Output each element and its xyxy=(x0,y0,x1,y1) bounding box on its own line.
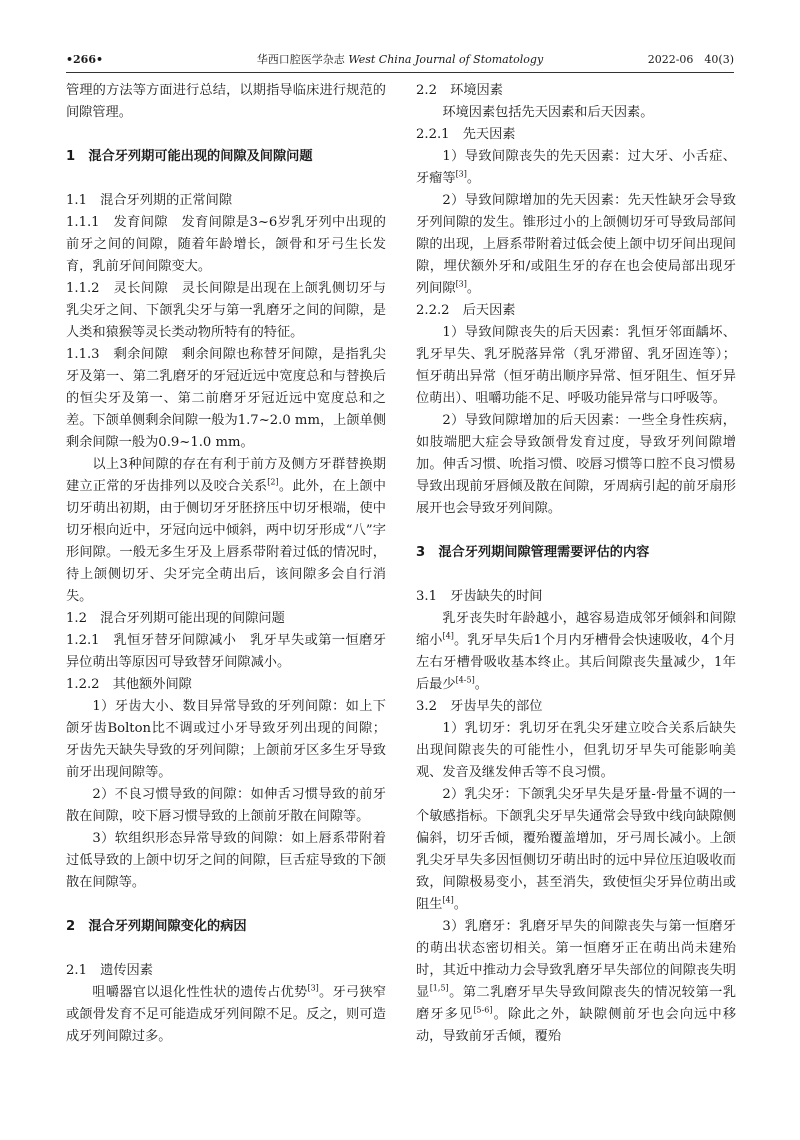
section-1-1-heading: 1.1 混合牙列期的正常间隙 xyxy=(66,193,233,208)
tooth-loss-time-paragraph: 乳牙丧失时年龄越小，越容易造成邻牙倾斜和间隙缩小[4]。乳牙早失后1个月内牙槽骨会快速吸收，4个月左右牙槽骨吸收基本终止。其后间隙丧失量减少，1年后最少[4-5]。 xyxy=(416,611,737,692)
list-item: 1）牙齿大小、数目异常导致的牙列间隙：如上下颌牙齿Bolton比不调或过小牙导致牙列出现的间隙；牙齿先天缺失导致的牙列间隙；上颌前牙区多生牙导致前牙出现间隙等。 xyxy=(66,699,386,780)
list-item: 1）乳切牙：乳切牙在乳尖牙建立咬合关系后缺失出现间隙丧失的可能性小，但乳切牙早失可能影响美观、发音及继发伸舌等不良习惯。 xyxy=(416,721,736,780)
list-item: 1）导致间隙丧失的先天因素：过大牙、小舌症、牙瘤等[3]。 xyxy=(416,149,736,186)
section-1-heading: 1 混合牙列期可能出现的间隙及间隙问题 xyxy=(66,149,313,164)
list-item: 2）不良习惯导致的间隙：如伸舌习惯导致的前牙散在间隙，咬下唇习惯导致的上颌前牙散在间隙等。 xyxy=(66,787,386,824)
section-3-heading: 3 混合牙列期间隙管理需要评估的内容 xyxy=(416,545,650,560)
section-1-2-2-heading: 1.2.2 其他额外间隙 xyxy=(66,677,192,692)
citation: [5-6] xyxy=(473,1005,493,1015)
three-gaps-paragraph: 以上3种间隙的存在有利于前方及侧方牙群替换期建立正常的牙齿排列以及咬合关系[2]。此外，在上颌中切牙萌出初期，由于侧切牙牙胚挤压中切牙根端，使中切牙根向近中，牙冠向远中倾斜，两中切牙形成“八”字形间隙。一般无多生牙及上唇系带附着过低的情况时，待上颌侧切牙、尖牙完全萌出后，该间隙多会自行消失。 xyxy=(66,457,386,604)
list-item: 3）乳磨牙：乳磨牙早失的间隙丧失与第一恒磨牙的萌出状态密切相关。第一恒磨牙正在萌出尚未建殆时，其近中推动力会导致乳磨牙早失部位的间隙丧失明显[1,5]。第二乳磨牙早失导致间隙丧失的情况较第一乳磨牙多见[5-6]。除此之外，缺隙侧前牙也会向远中移动，导致前牙舌倾，覆殆 xyxy=(416,919,737,1044)
section-2-2-1-heading: 2.2.1 先天因素 xyxy=(416,127,516,142)
section-2-1-heading: 2.1 遗传因素 xyxy=(66,963,153,978)
citation: [2] xyxy=(267,477,279,487)
left-column xyxy=(66,80,386,1048)
right-column xyxy=(416,80,736,1048)
environment-paragraph: 环境因素包括先天因素和后天因素。 xyxy=(442,105,654,120)
list-item: 2）乳尖牙：下颌乳尖牙早失是牙量-骨量不调的一个敏感指标。下颌乳尖牙早失通常会导致中线向缺隙侧偏斜，切牙舌倾，覆殆覆盖增加，牙弓周长减小。上颌乳尖牙早失多因恒侧切牙萌出时的远中异位压迫吸收而致，间隙极易变小，甚至消失，致使恒尖牙异位萌出或阻生[4]。 xyxy=(416,787,736,912)
list-item: 2）导致间隙增加的后天因素：一些全身性疾病，如肢端肥大症会导致颌骨发育过度，导致牙列间隙增加。伸舌习惯、吮指习惯、咬唇习惯等口腔不良习惯易导致出现前牙唇倾及散在间隙，牙周病引起的前牙扇形展开也会导致牙列间隙。 xyxy=(416,413,736,516)
citation: [3] xyxy=(455,279,467,289)
section-3-1-heading: 3.1 牙齿缺失的时间 xyxy=(416,589,543,604)
list-item: 1）导致间隙丧失的后天因素：乳恒牙邻面龋坏、乳牙早失、乳牙脱落异常（乳牙滞留、乳牙固连等）；恒牙萌出异常（恒牙萌出顺序异常、恒牙阻生、恒牙异位萌出）、咀嚼功能不足、呼吸功能异常与口呼吸等。 xyxy=(416,325,736,406)
section-2-heading: 2 混合牙列期间隙变化的病因 xyxy=(66,919,247,934)
section-2-2-2-heading: 2.2.2 后天因素 xyxy=(416,303,516,318)
section-1-1-3: 1.1.3 剩余间隙 剩余间隙也称替牙间隙，是指乳尖牙及第一、第二乳磨牙的牙冠近远中宽度总和与替换后的恒尖牙及第一、第二前磨牙牙冠近远中宽度总和之差。下颌单侧剩余间隙一般为1.7~2.0 mm，上颌单侧剩余间隙一般为0.9~1.0 mm。 xyxy=(66,347,386,450)
intro-paragraph: 管理的方法等方面进行总结，以期指导临床进行规范的间隙管理。 xyxy=(66,83,386,120)
section-2-2-heading: 2.2 环境因素 xyxy=(416,83,503,98)
list-item: 3）软组织形态异常导致的间隙：如上唇系带附着过低导致的上颌中切牙之间的间隙，巨舌症导致的下颌散在间隙等。 xyxy=(66,831,386,890)
citation: [1,5] xyxy=(429,983,449,993)
journal-name-en: West China Journal of Stomatology xyxy=(348,53,544,66)
section-1-2-1: 1.2.1 乳恒牙替牙间隙减小 乳牙早失或第一恒磨牙异位萌出等原因可导致替牙间隙减小。 xyxy=(66,633,386,670)
citation: [4] xyxy=(442,631,454,641)
running-header xyxy=(66,50,734,73)
citation: [3] xyxy=(455,169,467,179)
section-1-2-heading: 1.2 混合牙列期可能出现的间隙问题 xyxy=(66,611,285,626)
journal-name-cn: 华西口腔医学杂志 xyxy=(256,53,345,66)
section-1-1-1: 1.1.1 发育间隙 发育间隙是3~6岁乳牙列中出现的前牙之间的间隙，随着年龄增长，颌骨和牙弓生长发育，乳前牙间间隙变大。 xyxy=(66,215,386,274)
page-number: •266• xyxy=(66,53,104,66)
citation: [4-5] xyxy=(455,675,475,685)
issue-info: 2022-06 40(3) xyxy=(647,53,734,66)
journal-name xyxy=(66,50,734,70)
citation: [3] xyxy=(307,983,319,993)
genetic-paragraph: 咀嚼器官以退化性性状的遗传占优势[3]。牙弓狭窄或颌骨发育不足可能造成牙列间隙不足。反之，则可造成牙列间隙过多。 xyxy=(66,983,387,1044)
citation: [4] xyxy=(442,895,454,905)
section-3-2-heading: 3.2 牙齿早失的部位 xyxy=(416,699,543,714)
section-1-1-2: 1.1.2 灵长间隙 灵长间隙是出现在上颌乳侧切牙与乳尖牙之间、下颌乳尖牙与第一乳磨牙之间的间隙，是人类和猿猴等灵长类动物所特有的特征。 xyxy=(66,281,386,340)
list-item: 2）导致间隙增加的先天因素：先天性缺牙会导致牙列间隙的发生。锥形过小的上颌侧切牙可导致局部间隙的出现，上唇系带附着过低会使上颌中切牙间出现间隙，埋伏额外牙和/或阻生牙的存在也会使局部出现牙列间隙[3]。 xyxy=(416,193,736,296)
